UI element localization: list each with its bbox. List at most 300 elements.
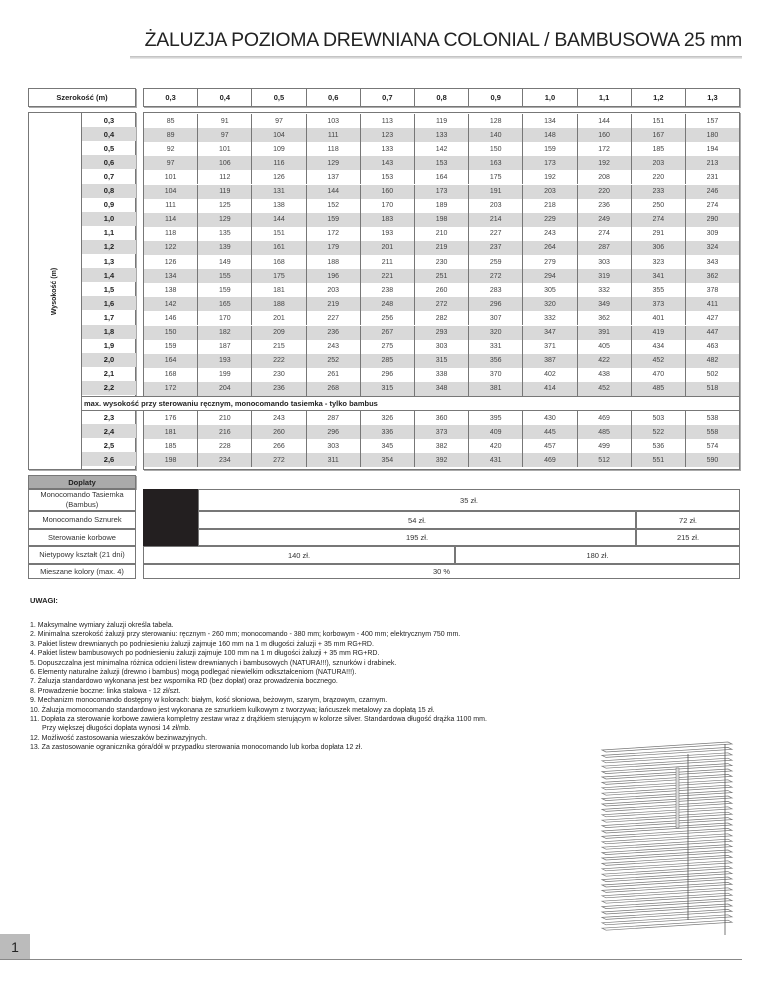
price-cell: 97 [251,114,305,128]
price-cell: 236 [306,326,360,340]
price-cell: 402 [522,368,576,382]
price-cell: 499 [577,439,631,453]
price-cell: 502 [685,368,739,382]
note-item: 5. Dopuszczalna jest minimalna różnica odcieni listew drewnianych i bambusowych (NATURA!!!), sznurków i drabinek. [30,659,397,667]
price-cell: 160 [577,128,631,142]
price-cell: 347 [522,326,576,340]
height-row-label: 1,6 [82,296,136,310]
price-cell: 246 [685,185,739,199]
width-header-row [143,88,740,107]
price-cell: 159 [197,283,251,297]
surcharge-value: 195 zł. [198,529,636,546]
note-item: 12. Możliwość zastosowania wieszaków bezinwazyjnych. [30,734,208,742]
price-cell: 236 [577,199,631,213]
not-available-block [143,489,198,546]
price-cell: 279 [522,255,576,269]
price-cell: 324 [685,241,739,255]
price-cell: 180 [685,128,739,142]
height-row-label: 0,4 [82,127,136,141]
price-cell: 133 [360,142,414,156]
price-cell: 112 [197,170,251,184]
price-cell: 210 [197,411,251,425]
price-cell: 503 [631,411,685,425]
surcharge-values [143,489,740,578]
price-cell: 167 [631,128,685,142]
price-cell: 133 [414,128,468,142]
height-row-label: 1,3 [103,256,115,266]
price-cell: 111 [165,202,176,210]
price-cell: 187 [197,340,251,354]
price-cell: 122 [164,244,177,252]
table-row [144,326,739,340]
surcharge-value: 30 % [143,564,740,579]
height-row-label: 0,7 [103,171,115,181]
price-cell: 536 [631,439,685,453]
price-cell: 285 [360,354,414,368]
price-cell: 336 [360,425,414,439]
price-cell: 332 [522,311,576,325]
price-cell: 291 [631,227,685,241]
price-cell: 409 [468,425,522,439]
price-cell: 485 [631,382,685,396]
price-cell: 172 [577,142,631,156]
price-cell: 101 [197,142,251,156]
table-row [144,227,739,241]
price-cell: 85 [166,117,175,125]
price-cell: 256 [360,311,414,325]
price-cell: 309 [685,227,739,241]
price-cell: 97 [197,128,251,142]
price-cell: 164 [164,357,177,365]
price-cell: 143 [360,156,414,170]
price-cell: 230 [251,368,305,382]
table-row [144,142,739,156]
price-cell: 282 [414,311,468,325]
price-cell: 382 [414,439,468,453]
height-row-label: 0,3 [103,115,115,125]
price-cell: 118 [306,142,360,156]
height-row-label: 1,9 [103,341,115,351]
price-cell: 303 [414,340,468,354]
price-cell: 193 [197,354,251,368]
price-cell: 135 [197,227,251,241]
price-cell: 199 [197,368,251,382]
price-cell: 134 [522,114,576,128]
surcharge-value: 215 zł. [636,529,740,546]
price-cell: 215 [251,340,305,354]
price-cell: 153 [360,170,414,184]
height-row-label: 0,5 [103,143,115,153]
price-cell: 219 [414,241,468,255]
table-row [144,283,739,297]
price-cell: 236 [251,382,305,396]
height-row-labels [81,112,136,470]
price-cell: 134 [164,272,177,280]
table-row [144,297,739,311]
price-cell: 153 [414,156,468,170]
price-cell: 142 [414,142,468,156]
price-cell: 220 [631,170,685,184]
height-row-label: 1,8 [82,325,136,339]
price-cell: 558 [685,425,739,439]
price-cell: 139 [197,241,251,255]
price-cell: 381 [468,382,522,396]
price-cell: 138 [164,286,177,294]
price-cell: 157 [685,114,739,128]
price-cell: 355 [631,283,685,297]
price-cell: 391 [577,326,631,340]
height-row-label: 1,2 [82,240,136,254]
note-item: 11. Dopłata za sterowanie korbowe zawiera kompletny zestaw wraz z drążkiem sterującym w kolorze silver. Standardowa długość drążka 1100 mm. [30,716,487,724]
price-cell: 198 [414,213,468,227]
price-cell: 119 [414,114,468,128]
width-header: 1,0 [522,89,576,106]
price-cell: 261 [306,368,360,382]
table-row [144,128,739,142]
price-cell: 116 [251,156,305,170]
price-cell: 414 [522,382,576,396]
price-cell: 319 [577,269,631,283]
note-item: 6. Elementy naturalne żaluzji (drewno i bambus) mogą podlegać niewielkim odkształceniom (NATURA!!!). [30,669,357,677]
width-header: 1,3 [685,89,739,106]
price-cell: 445 [522,425,576,439]
price-cell: 231 [685,170,739,184]
price-cell: 170 [197,311,251,325]
price-cell: 176 [164,414,177,422]
price-cell: 159 [306,213,360,227]
surcharge-value: 72 zł. [636,511,740,529]
max-height-note: max. wysokość przy sterowaniu ręcznym, monocomando tasiemka - tylko bambus [81,396,740,411]
note-item: 13. Za zastosowanie ogranicznika góra/dół w przypadku sterowania monocomando lub korba dopłata 12 zł. [30,744,363,752]
price-cell: 287 [306,411,360,425]
price-cell: 405 [577,340,631,354]
price-cell: 320 [522,297,576,311]
price-cell: 373 [414,425,468,439]
price-cell: 165 [197,297,251,311]
price-cell: 469 [522,453,576,467]
price-cell: 191 [468,185,522,199]
price-cell: 267 [360,326,414,340]
surcharge-value: 54 zł. [198,511,636,529]
price-cell: 264 [522,241,576,255]
price-cell: 574 [685,439,739,453]
surcharge-label: Monocomando Sznurek [28,511,136,529]
price-cell: 129 [197,213,251,227]
note-item: Przy większej długości dopłata wynosi 14 zł/mb. [42,725,191,733]
price-cell: 315 [414,354,468,368]
price-cell: 214 [468,213,522,227]
price-cell: 430 [522,411,576,425]
price-cell: 160 [360,185,414,199]
price-cell: 296 [468,297,522,311]
price-cell: 146 [164,314,177,322]
table-row [144,311,739,325]
price-cell: 198 [164,456,177,464]
price-cell: 457 [522,439,576,453]
surcharge-label: Mieszane kolory (max. 4) [28,564,136,579]
price-cell: 201 [360,241,414,255]
price-cell: 243 [306,340,360,354]
price-cell: 203 [631,156,685,170]
price-cell: 419 [631,326,685,340]
price-cell: 482 [685,354,739,368]
price-cell: 551 [631,453,685,467]
price-cell: 434 [631,340,685,354]
price-cell: 463 [685,340,739,354]
price-cell: 315 [360,382,414,396]
height-label: Wysokość (m) [51,267,58,315]
price-cell: 114 [165,216,177,224]
price-cell: 274 [577,227,631,241]
price-cell: 392 [414,453,468,467]
price-cell: 144 [306,185,360,199]
note-item: 7. Żaluzja standardowo wykonana jest bez wspornika RD (bez dopłat) oraz prowadzenia bocznego. [30,678,338,686]
width-header: 0,8 [414,89,468,106]
price-cell: 252 [306,354,360,368]
note-item: 9. Mechanizm monocomando dostępny w kolorach: białym, kość słoniowa, beżowym, szarym, brązowym, czarnym. [30,697,388,705]
table-row [144,255,739,269]
price-cell: 274 [685,199,739,213]
price-cell: 161 [251,241,305,255]
price-cell: 307 [468,311,522,325]
price-cell: 311 [306,453,360,467]
price-cell: 163 [468,156,522,170]
price-cell: 185 [631,142,685,156]
price-cell: 126 [164,258,177,266]
price-cell: 208 [577,170,631,184]
table-row [144,453,739,467]
price-cell: 452 [631,354,685,368]
table-row [144,340,739,354]
price-cell: 395 [468,411,522,425]
price-grid [143,112,740,470]
price-cell: 296 [360,368,414,382]
price-cell: 149 [197,255,251,269]
table-row [144,241,739,255]
price-cell: 159 [164,343,177,351]
price-cell: 538 [685,411,739,425]
price-cell: 290 [685,213,739,227]
price-cell: 142 [164,300,177,308]
price-cell: 348 [414,382,468,396]
price-cell: 181 [251,283,305,297]
price-cell: 111 [306,128,360,142]
price-cell: 249 [577,213,631,227]
width-header: 0,4 [197,89,251,106]
price-cell: 192 [522,170,576,184]
width-header: 0,7 [360,89,414,106]
price-cell: 203 [306,283,360,297]
price-cell: 203 [522,185,576,199]
price-cell: 216 [197,425,251,439]
width-label: Szerokość (m) [28,88,136,107]
price-cell: 229 [522,213,576,227]
price-cell: 140 [468,128,522,142]
price-cell: 230 [414,255,468,269]
page-title: ŻALUZJA POZIOMA DREWNIANA COLONIAL / BAMBUSOWA 25 mm [144,29,742,51]
price-cell: 89 [166,131,175,139]
table-row [144,213,739,227]
price-cell: 378 [685,283,739,297]
price-cell: 306 [631,241,685,255]
surcharge-label: Monocomando Tasiemka (Bambus) [28,489,136,511]
notes-list [30,621,630,753]
price-cell: 243 [522,227,576,241]
price-cell: 343 [685,255,739,269]
price-cell: 341 [631,269,685,283]
table-row [144,156,739,170]
price-cell: 128 [468,114,522,128]
price-cell: 237 [468,241,522,255]
price-cell: 101 [164,173,177,181]
surcharge-label: Sterowanie korbowe [28,529,136,546]
height-row-label: 2,2 [82,381,136,395]
price-cell: 332 [577,283,631,297]
price-cell: 129 [306,156,360,170]
price-cell: 144 [251,213,305,227]
surcharges-header: Doplaty [28,475,136,489]
page-number: 1 [0,934,30,960]
width-header: 0,3 [165,93,176,102]
title-underline [130,56,742,59]
price-cell: 590 [685,453,739,467]
price-cell: 92 [166,145,175,153]
price-cell: 233 [631,185,685,199]
height-row-label: 0,6 [82,155,136,169]
price-cell: 203 [468,199,522,213]
price-cell: 97 [166,159,175,167]
price-cell: 188 [306,255,360,269]
price-cell: 248 [360,297,414,311]
price-cell: 266 [251,439,305,453]
price-cell: 518 [685,382,739,396]
price-cell: 272 [251,453,305,467]
price-cell: 243 [251,411,305,425]
price-cell: 411 [685,297,739,311]
price-cell: 126 [251,170,305,184]
price-cell: 227 [468,227,522,241]
price-cell: 401 [631,311,685,325]
price-cell: 251 [414,269,468,283]
price-cell: 452 [577,382,631,396]
price-cell: 250 [631,199,685,213]
price-cell: 447 [685,326,739,340]
price-cell: 144 [577,114,631,128]
price-cell: 106 [197,156,251,170]
price-cell: 221 [360,269,414,283]
price-cell: 188 [251,297,305,311]
price-cell: 422 [577,354,631,368]
price-cell: 213 [685,156,739,170]
notes-title: UWAGI: [30,596,58,605]
price-cell: 168 [251,255,305,269]
price-cell: 137 [306,170,360,184]
price-cell: 356 [468,354,522,368]
table-row [144,439,739,453]
width-header: 0,6 [306,89,360,106]
price-cell: 183 [360,213,414,227]
price-cell: 362 [685,269,739,283]
height-axis [28,112,81,470]
table-row [144,354,739,368]
price-cell: 173 [522,156,576,170]
surcharge-value: 180 zł. [455,546,740,564]
price-cell: 259 [468,255,522,269]
price-cell: 211 [360,255,414,269]
surcharge-value: 140 zł. [143,546,455,564]
price-cell: 131 [251,185,305,199]
surcharge-value: 35 zł. [198,489,740,511]
price-cell: 151 [631,114,685,128]
price-cell: 209 [251,326,305,340]
price-cell: 152 [306,199,360,213]
price-cell: 179 [306,241,360,255]
price-cell: 185 [164,442,177,450]
price-cell: 155 [197,269,251,283]
price-cell: 220 [577,185,631,199]
price-cell: 227 [306,311,360,325]
price-cell: 123 [360,128,414,142]
height-row-label: 2,0 [82,353,136,367]
price-cell: 373 [631,297,685,311]
table-row [144,411,739,425]
price-cell: 296 [306,425,360,439]
price-cell: 119 [197,185,251,199]
note-item: 2. Minimalna szerokość żaluzji przy sterowaniu: ręcznym - 260 mm; monocomando - 380 mm; korbowym - 400 mm; elektrycznym 750 mm. [30,631,461,639]
price-cell: 196 [306,269,360,283]
table-row [144,199,739,213]
note-item: 10. Żaluzja momocomando standardowo jest wykonana ze sznurkiem kulkowym z tworzywa; łańcuszek metalowy za dopłatą 15 zł. [30,706,435,714]
table-row [144,114,739,128]
price-cell: 181 [164,428,177,436]
price-cell: 91 [197,114,251,128]
price-cell: 272 [468,269,522,283]
price-cell: 485 [577,425,631,439]
price-cell: 192 [577,156,631,170]
price-cell: 109 [251,142,305,156]
price-cell: 104 [164,188,177,196]
price-cell: 326 [360,411,414,425]
width-header: 1,1 [577,89,631,106]
price-cell: 469 [577,411,631,425]
height-row-label: 1,0 [82,212,136,226]
price-cell: 371 [522,340,576,354]
height-row-label: 2,3 [103,412,115,422]
table-row [144,185,739,199]
price-cell: 172 [164,385,177,393]
price-cell: 275 [360,340,414,354]
price-cell: 210 [414,227,468,241]
price-cell: 150 [468,142,522,156]
price-cell: 287 [577,241,631,255]
price-cell: 303 [577,255,631,269]
note-item: 8. Prowadzenie boczne: linka stalowa - 12 zł/szt. [30,687,181,695]
price-cell: 283 [468,283,522,297]
price-cell: 360 [414,411,468,425]
height-row-label: 2,5 [103,440,115,450]
table-row [144,425,739,439]
height-row-label: 1,5 [103,284,115,294]
price-cell: 294 [522,269,576,283]
price-cell: 234 [197,453,251,467]
price-cell: 193 [360,227,414,241]
price-cell: 354 [360,453,414,467]
price-cell: 125 [197,199,251,213]
price-cell: 427 [685,311,739,325]
price-cell: 331 [468,340,522,354]
price-cell: 260 [414,283,468,297]
width-header: 1,2 [631,89,685,106]
